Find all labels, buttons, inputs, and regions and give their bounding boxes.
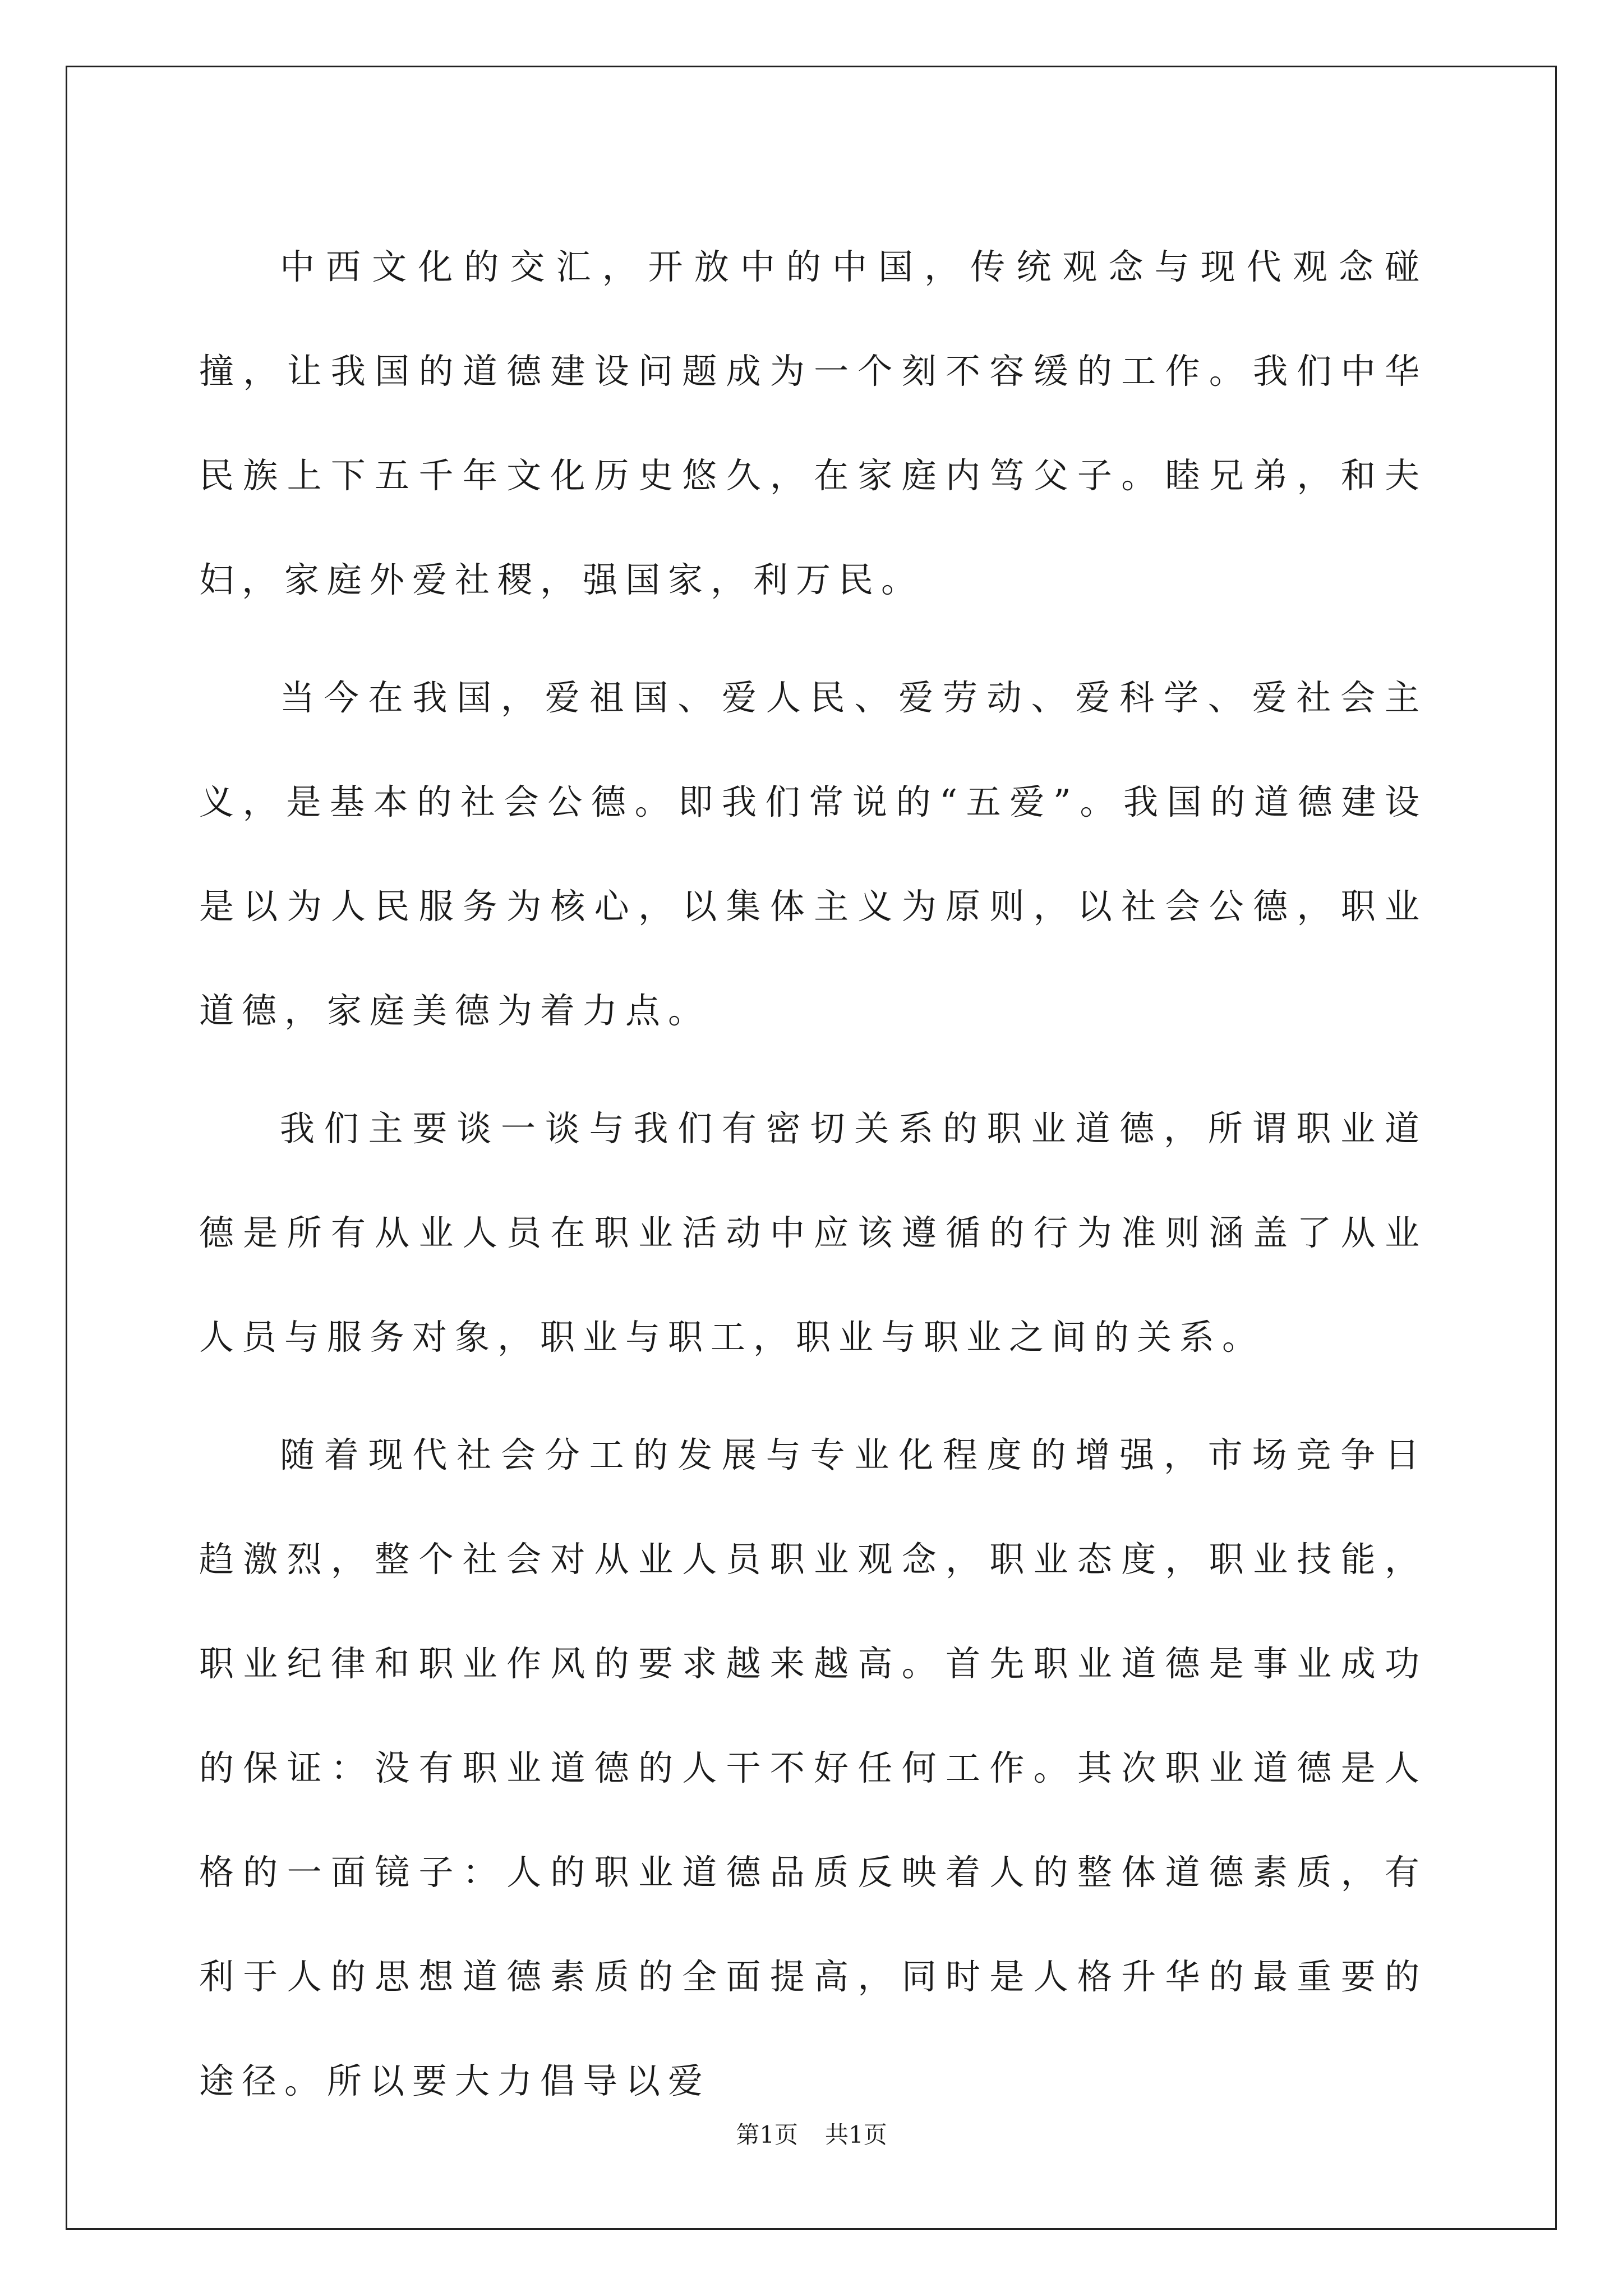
page-total: 共1页 bbox=[825, 2121, 887, 2148]
page-number: 第1页 bbox=[736, 2121, 798, 2148]
document-body bbox=[199, 215, 1427, 2147]
page-footer bbox=[0, 2118, 1623, 2152]
paragraph: 我们主要谈一谈与我们有密切关系的职业道德，所谓职业道德是所有从业人员在职业活动中应该遵循的行为准则涵盖了从业人员与服务对象，职业与职工，职业与职业之间的关系。 bbox=[199, 1108, 1427, 1358]
paragraph: 随着现代社会分工的发展与专业化程度的增强，市场竞争日趋激烈，整个社会对从业人员职业观念，职业态度，职业技能，职业纪律和职业作风的要求越来越高。首先职业道德是事业成功的保证：没有职业道德的人干不好任何工作。其次职业道德是人格的一面镜子：人的职业道德品质反映着人的整体道德素质，有利于人的思想道德素质的全面提高，同时是人格升华的最重要的途径。所以要大力倡导以爱 bbox=[199, 1434, 1427, 2101]
paragraph: 当今在我国，爱祖国、爱人民、爱劳动、爱科学、爱社会主义，是基本的社会公德。即我们常说的“五爱”。我国的道德建设是以为人民服务为核心，以集体主义为原则，以社会公德，职业道德，家庭美德为着力点。 bbox=[199, 677, 1427, 1031]
paragraph: 中西文化的交汇，开放中的中国，传统观念与现代观念碰撞，让我国的道德建设问题成为一个刻不容缓的工作。我们中华民族上下五千年文化历史悠久，在家庭内笃父子。睦兄弟，和夫妇，家庭外爱社稷，强国家，利万民。 bbox=[199, 246, 1427, 600]
